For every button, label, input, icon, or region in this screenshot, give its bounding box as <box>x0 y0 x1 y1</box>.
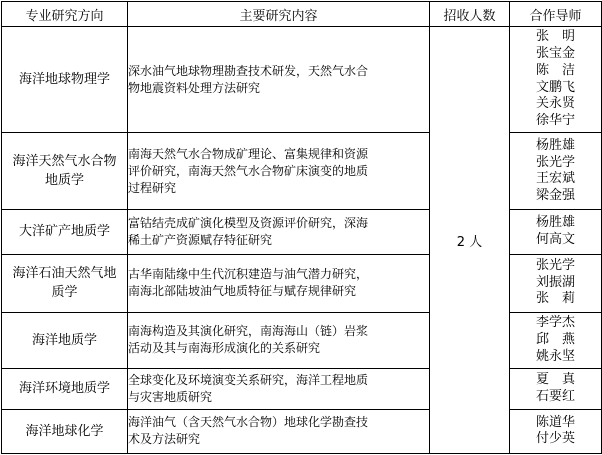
advisor-name: 张宝金 <box>535 46 575 62</box>
research-direction <box>2 133 128 210</box>
direction-line: 地质学 <box>44 173 84 189</box>
research-direction <box>2 210 128 254</box>
research-content <box>128 210 430 254</box>
direction-line: 海洋地质学 <box>31 332 97 348</box>
content-line: 稀土矿产资源赋存特征研究 <box>128 232 273 247</box>
direction-line: 大洋矿产地质学 <box>18 224 110 240</box>
direction-line: 质学 <box>51 285 78 301</box>
header-content: 主要研究内容 <box>128 2 430 27</box>
direction-line: 海洋天然气水合物 <box>12 154 117 170</box>
research-content <box>128 312 430 368</box>
advisor-list <box>510 210 602 254</box>
advisor-list <box>510 133 602 210</box>
advisor-name: 刘振湖 <box>535 274 575 290</box>
content-line: 海洋油气（含天然气水合物）地球化学勘查技 <box>128 415 369 430</box>
content-line: 过程研究 <box>128 180 177 195</box>
table-row <box>2 312 602 368</box>
table-row <box>2 368 602 409</box>
research-content <box>128 254 430 312</box>
advisor-name: 王宏斌 <box>535 171 575 187</box>
advisor-name: 李学杰 <box>535 314 575 330</box>
direction-line: 海洋环境地质学 <box>18 381 110 397</box>
content-line: 物地震资料处理方法研究 <box>128 80 261 95</box>
advisor-name: 石要红 <box>535 388 575 404</box>
table-row <box>2 133 602 210</box>
content-line: 深水油气地球物理勘查技术研发，天然气水合 <box>128 63 369 78</box>
content-line: 南海构造及其演化研究，南海海山（链）岩浆 <box>128 324 369 339</box>
direction-line: 海洋地球物理学 <box>18 72 110 88</box>
advisor-list <box>510 312 602 368</box>
content-line: 术及方法研究 <box>128 432 201 447</box>
header-advisors: 合作导师 <box>510 2 602 27</box>
advisor-name: 何高文 <box>535 231 575 247</box>
advisor-name: 张光学 <box>535 257 575 273</box>
content-line: 全球变化及环境演变关系研究，海洋工程地质 <box>128 372 369 387</box>
advisor-name: 张 莉 <box>535 291 575 307</box>
content-line: 富钴结壳成矿演化模型及资源评价研究，深海 <box>128 215 369 230</box>
table-row <box>2 27 602 133</box>
advisor-list <box>510 368 602 409</box>
table-header-row <box>2 2 602 27</box>
advisor-name: 徐华宁 <box>535 113 575 129</box>
header-enrollment: 招收人数 <box>430 2 510 27</box>
direction-line: 海洋石油天然气地 <box>12 266 117 282</box>
advisor-name: 陈 洁 <box>535 62 575 78</box>
advisor-list <box>510 27 602 133</box>
advisor-name: 邱 燕 <box>535 331 575 347</box>
advisor-list <box>510 409 602 453</box>
content-line: 南海天然气水合物成矿理论、富集规律和资源 <box>128 146 369 161</box>
advisor-name: 梁金强 <box>535 188 575 204</box>
research-direction <box>2 254 128 312</box>
content-line: 古华南陆缘中生代沉积建造与油气潜力研究， <box>128 267 369 282</box>
advisor-name: 夏 真 <box>535 372 575 387</box>
research-content <box>128 368 430 409</box>
advisor-table <box>1 1 602 454</box>
research-content <box>128 133 430 210</box>
content-line: 评价研究，南海天然气水合物矿床演变的地质 <box>128 163 369 178</box>
advisor-name: 付少英 <box>535 431 575 447</box>
research-direction <box>2 312 128 368</box>
content-line: 南海北部陆坡油气地质特征与赋存规律研究 <box>128 284 357 299</box>
content-line: 与灾害地质研究 <box>128 389 213 404</box>
direction-line: 海洋地球化学 <box>25 423 104 439</box>
advisor-list <box>510 254 602 312</box>
advisor-name: 杨胜雄 <box>535 215 575 231</box>
table-row <box>2 254 602 312</box>
research-direction <box>2 368 128 409</box>
research-direction <box>2 409 128 453</box>
content-line: 活动及其与南海形成演化的关系研究 <box>128 341 321 356</box>
advisor-name: 杨胜雄 <box>535 137 575 153</box>
advisor-name: 姚永坚 <box>535 348 575 364</box>
research-direction <box>2 27 128 133</box>
advisor-name: 张光学 <box>535 154 575 170</box>
enrollment-count: 2 人 <box>430 27 510 454</box>
research-content <box>128 27 430 133</box>
advisor-name: 张 明 <box>535 29 575 45</box>
research-content <box>128 409 430 453</box>
table-row <box>2 210 602 254</box>
advisor-name: 陈道华 <box>535 414 575 430</box>
advisor-name: 文鹏飞 <box>535 79 575 95</box>
header-direction: 专业研究方向 <box>2 2 128 27</box>
table-row <box>2 409 602 453</box>
advisor-name: 关永贤 <box>535 96 575 112</box>
